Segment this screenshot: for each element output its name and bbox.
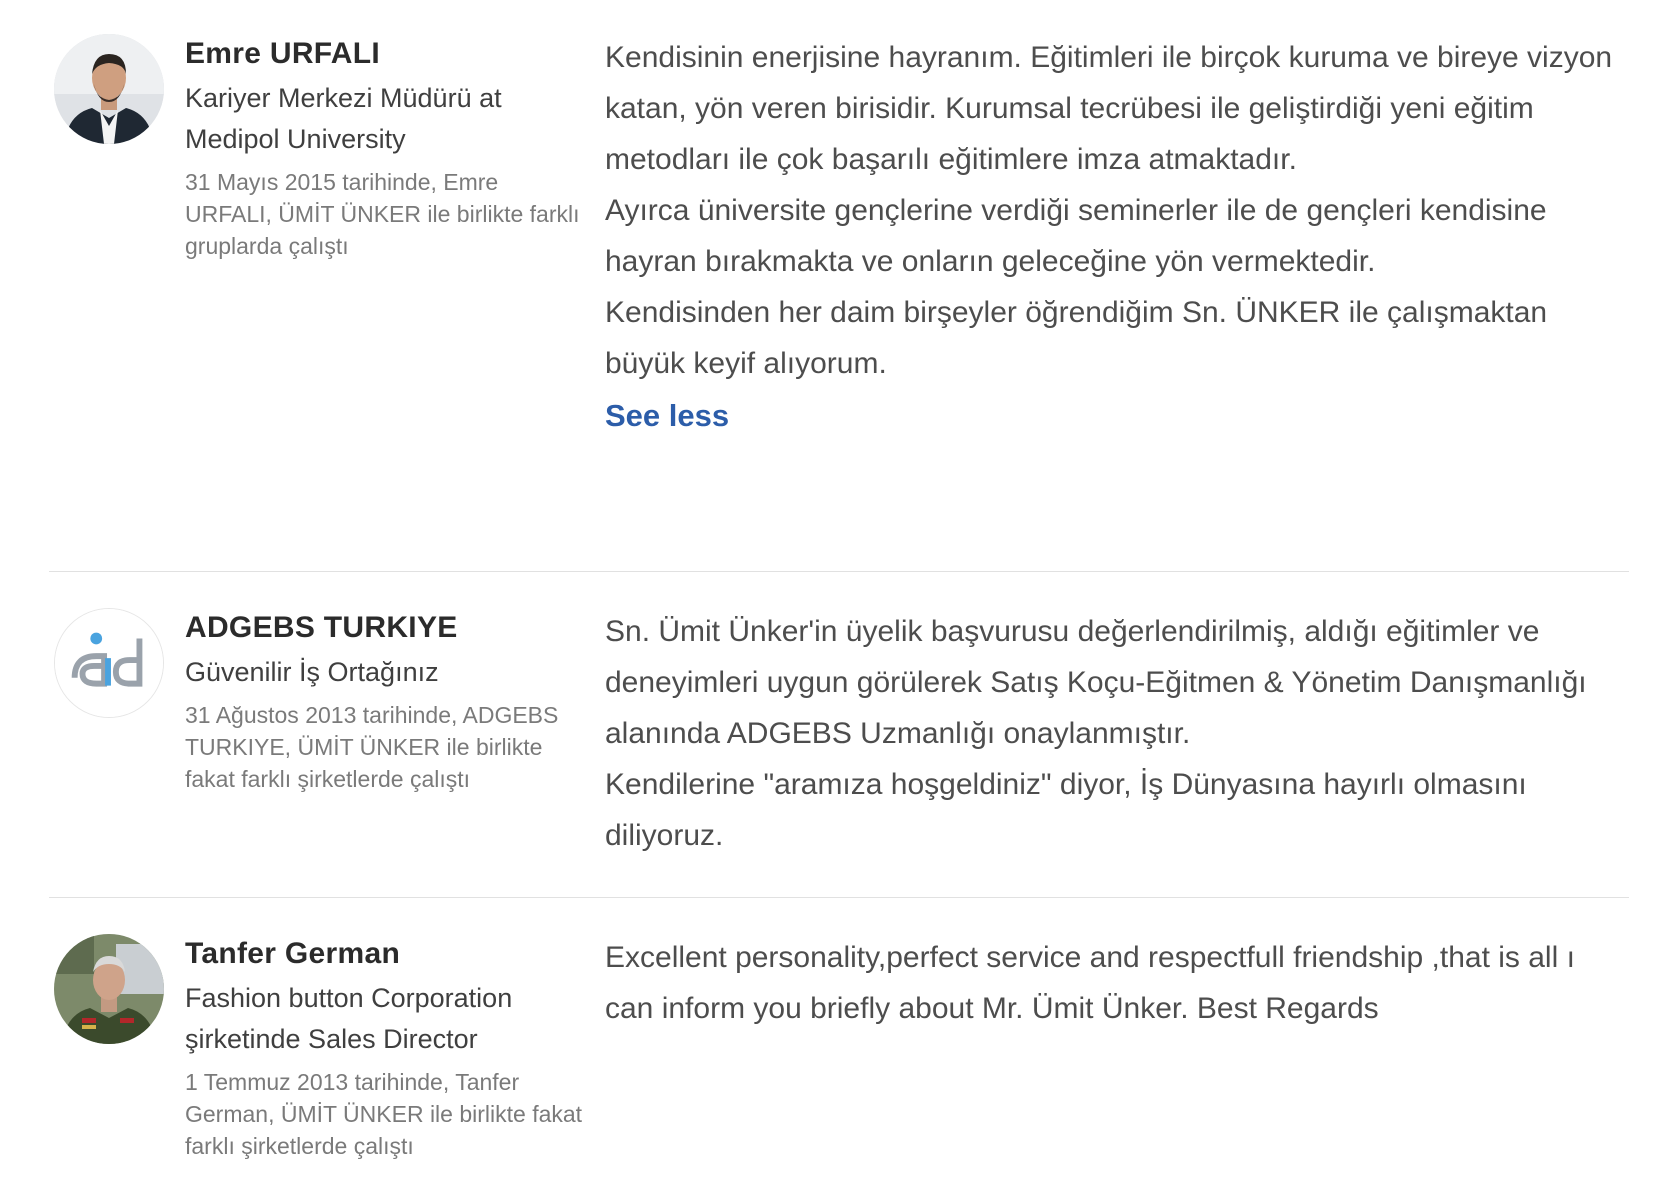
recommendation-paragraph: Excellent personality,perfect service and respectfull friendship ,that is all ı can inform you briefly about Mr. Ümit Ünker. Best Regards [605, 941, 1575, 1025]
recommender-headline: Güvenilir İş Ortağınız [185, 657, 439, 687]
recommender-name[interactable]: Tanfer German [185, 937, 401, 970]
relationship-text: 31 Ağustos 2013 tarihinde, ADGEBS TURKIYE, ÜMİT ÜNKER ile birlikte fakat farklı şirketlerde çalıştı [185, 702, 559, 792]
relationship-text: 1 Temmuz 2013 tarihinde, Tanfer German, ÜMİT ÜNKER ile birlikte fakat farklı şirketlerde çalıştı [185, 1069, 583, 1159]
divider [49, 571, 1629, 572]
recommendation-text [605, 32, 1625, 441]
avatar-photo-tanfer[interactable] [54, 934, 164, 1044]
divider [49, 897, 1629, 898]
avatar-photo-emre[interactable] [54, 34, 164, 144]
relationship-text: 31 Mayıs 2015 tarihinde, Emre URFALI, ÜMİT ÜNKER ile birlikte farklı gruplarda çalıştı [185, 169, 580, 259]
adgebs-logo[interactable] [54, 608, 164, 718]
recommendation-paragraph: Sn. Ümit Ünker'in üyelik başvurusu değerlendirilmiş, aldığı eğitimler ve deneyimleri uygun görülerek Satış Koçu-Eğitmen & Yönetim Danışmanlığı alanında ADGEBS Uzmanlığı onaylanmıştır. [605, 615, 1587, 750]
recommendation-paragraph: Kendisinin enerjisine hayranım. Eğitimleri ile birçok kuruma ve bireye vizyon katan, yön veren birisidir. Kurumsal tecrübesi ile geliştirdiği yeni eğitim metodları ile çok başarılı eğitimlere imza atmaktadır. [605, 41, 1613, 176]
recommendation-paragraph: Kendisinden her daim birşeyler öğrendiğim Sn. ÜNKER ile çalışmaktan büyük keyif alıyorum. [605, 296, 1548, 380]
recommender-headline: Fashion button Corporation şirketinde Sales Director [185, 983, 513, 1054]
recommendation-text [605, 606, 1625, 861]
recommendation-paragraph: Ayırca üniversite gençlerine verdiği seminerler ile de gençleri kendisine hayran bırakmakta ve onların geleceğine yön vermektedir. [605, 194, 1547, 278]
recommender-name[interactable]: Emre URFALI [185, 37, 381, 70]
recommender-info [185, 32, 585, 262]
recommendation-text [605, 932, 1625, 1034]
recommender-name[interactable]: ADGEBS TURKIYE [185, 611, 458, 644]
see-less-link[interactable]: See less [605, 398, 730, 433]
recommender-headline: Kariyer Merkezi Müdürü at Medipol University [185, 83, 502, 154]
recommendation-paragraph: Kendilerine "aramıza hoşgeldiniz" diyor, İş Dünyasına hayırlı olmasını diliyoruz. [605, 768, 1527, 852]
recommender-info [185, 606, 585, 795]
recommender-info [185, 932, 585, 1162]
